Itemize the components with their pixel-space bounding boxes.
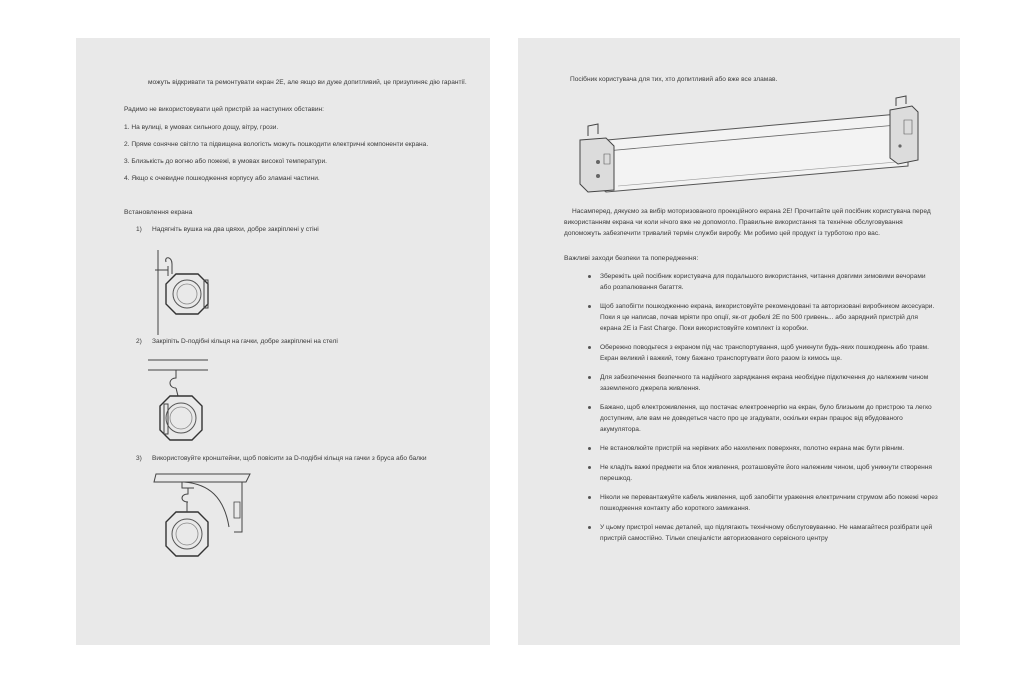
guide-line: Посібник користувача для тих, хто допитливий або вже все зламав.: [570, 76, 778, 83]
safety-list: [588, 271, 938, 552]
step-1-text: Надягніть вушка на два цвяхи, добре закріплені у стіні: [152, 226, 319, 233]
safety-item: Не кладіть важкі предмети на блок живлення, розташовуйте його належним чином, щоб уникнути створення перешкод.: [588, 462, 938, 484]
bracket-mount-illustration: [154, 472, 254, 587]
install-title: Встановлення екрана: [124, 209, 193, 216]
safety-item: Ніколи не перевантажуйте кабель живлення, щоб запобігти ураження електричним струмом або пожежі через пошкодження контакту або короткого замикання.: [588, 492, 938, 514]
condition-item-3: 3. Близькість до вогню або пожежі, в умовах високої температури.: [124, 158, 327, 165]
safety-item: У цьому пристрої немає деталей, що підлягають технічному обслуговуванню. Не намагайтеся розібрати цей пристрій самостійно. Тільки спеціалісти авторизованого сервісного центру: [588, 522, 938, 544]
safety-item: Щоб запобігти пошкодженню екрана, використовуйте рекомендовані та авторизовані виробником аксесуари. Поки я це написав, почав мріяти про опції, як-от дюбелі 2Е по 500 гривень... або зарядний пристрій для екрана 2Е із Fast Charge. Поки використовуйте комплект із коробки.: [588, 301, 938, 334]
safety-item: Збережіть цей посібник користувача для подальшого використання, читання довгими зимовими вечорами або розпалювання багаття.: [588, 271, 938, 293]
step-2-number: 2): [136, 338, 142, 345]
safety-item: Не встановлюйте пристрій на нерівних або нахилених поверхнях, полотно екрана має бути рівним.: [588, 443, 938, 454]
safety-item: Для забезпечення безпечного та надійного заряджання екрана необхідне підключення до належним чином заземленого джерела живлення.: [588, 372, 938, 394]
step-1-number: 1): [136, 226, 142, 233]
intro-paragraph: Насамперед, дякуємо за вибір моторизованого проекційного екрана 2Е! Прочитайте цей посібник користувача перед використанням екрана чи коли нічого вже не допомогло. Правильне використання та технічне обслуговування допоможуть забезпечити тривалий термін служби виробу. Ми робимо цей продукт із турботою про вас.: [564, 208, 931, 237]
continuation-text: можуть відкривати та ремонтувати екран 2Е, але якщо ви дуже допитливий, це призупиняє дію гарантії.: [148, 79, 467, 86]
condition-item-1: 1. На вулиці, в умовах сильного дощу, вітру, грози.: [124, 124, 279, 131]
condition-item-4: 4. Якщо є очевидне пошкодження корпусу або зламані частини.: [124, 175, 320, 182]
conditions-intro: Радимо не використовувати цей пристрій за наступних обставин:: [124, 106, 325, 113]
manual-page-right: [518, 38, 960, 645]
step-2-text: Закріпіть D-подібні кільця на гачки, добре закріплені на стелі: [152, 338, 338, 345]
step-3-number: 3): [136, 455, 142, 462]
step-3-text: Використовуйте кронштейни, щоб повісити за D-подібні кільця на гачки з бруса або балки: [152, 455, 427, 462]
safety-item: Обережно поводьтеся з екраном під час транспортування, щоб уникнути будь-яких пошкоджень або травм. Екран великий і важкий, тому бажано транспортувати його разом із кимось ще.: [588, 342, 938, 364]
ceiling-mount-illustration: [148, 358, 228, 453]
wall-mount-illustration: [154, 250, 224, 335]
manual-page-left: [76, 38, 490, 645]
screen-housing-illustration: [578, 96, 923, 196]
safety-title: Важливі заходи безпеки та попередження:: [564, 255, 699, 262]
safety-item: Бажано, щоб електроживлення, що постачає електроенергію на екран, було близьким до пристрою та легко доступним, але вам не доведеться часто про це згадувати, оскільки екран працює від вбудованого акумулятора.: [588, 402, 938, 435]
condition-item-2: 2. Пряме сонячне світло та підвищена вологість можуть пошкодити електричні компоненти екрана.: [124, 141, 429, 148]
